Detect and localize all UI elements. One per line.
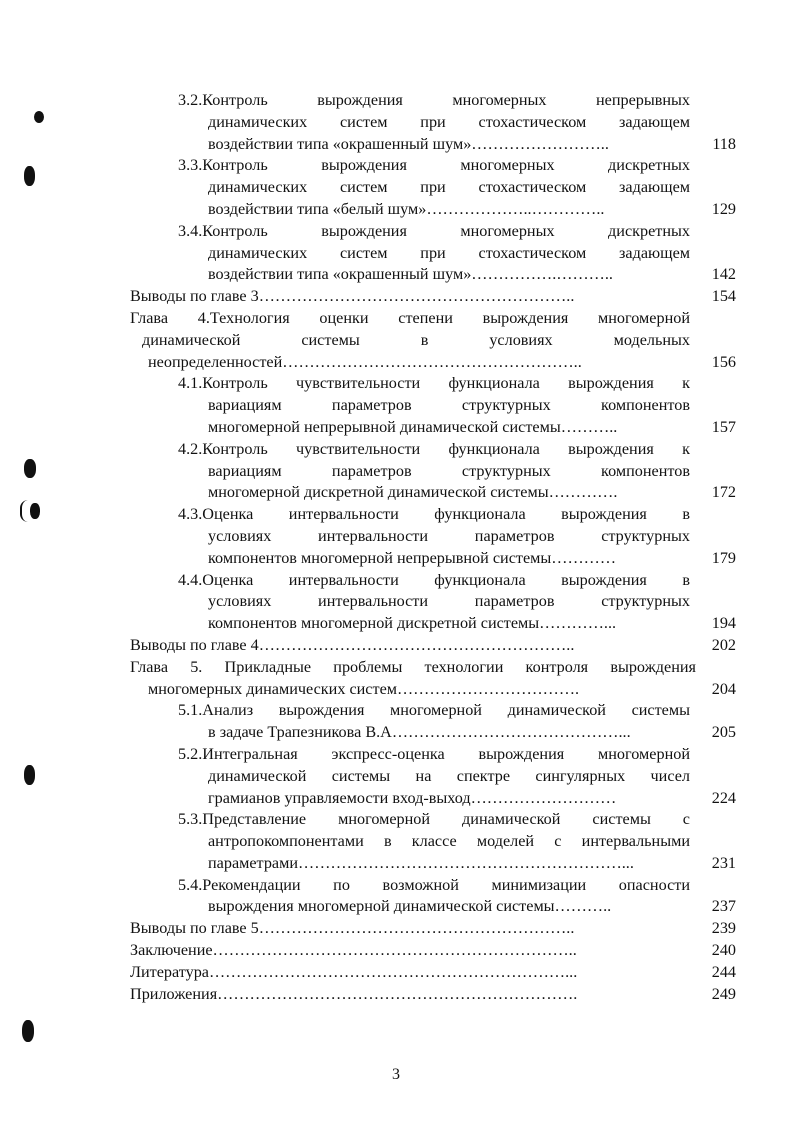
table-of-contents [130, 90, 740, 1005]
toc-page-number: 231 [711, 853, 736, 872]
toc-line: компонентов многомерной дискретной системы…………... [208, 614, 617, 633]
binder-hole-mark [24, 459, 36, 478]
toc-entry-conclusions-3[interactable] [130, 286, 740, 308]
toc-line: 4.3.Оценка интервальности функционала вырождения в [178, 505, 690, 524]
toc-page-number: 237 [711, 897, 736, 916]
toc-entry-4-2[interactable] [130, 439, 740, 504]
toc-line: динамической системы в условиях модельных [142, 330, 690, 349]
toc-line: динамических систем при стохастическом задающем [208, 178, 690, 197]
toc-line: 5.1.Анализ вырождения многомерной динамической системы [178, 701, 690, 720]
toc-line: антропокомпонентами в классе моделей с интервальными [208, 832, 690, 851]
binder-hole-mark [30, 503, 40, 519]
toc-entry-4-3[interactable] [130, 504, 740, 569]
binder-bracket-mark [20, 500, 28, 522]
toc-line: Выводы по главе 3………………………………………………….. [130, 287, 575, 306]
toc-page-number: 172 [711, 483, 736, 502]
binder-hole-mark [22, 1020, 34, 1042]
binder-hole-mark [24, 765, 35, 785]
toc-line: вырождения многомерной динамической системы……….. [208, 897, 612, 916]
toc-entry-conclusion[interactable] [130, 940, 740, 962]
toc-page-number: 249 [711, 984, 736, 1003]
toc-page-number: 240 [711, 941, 736, 960]
toc-line: параметрами……………………………………………………... [208, 853, 634, 872]
toc-line: Глава 4.Технология оценки степени вырождения многомерной [130, 308, 690, 327]
toc-entry-conclusions-4[interactable] [130, 635, 740, 657]
toc-page-number: 156 [711, 352, 736, 371]
toc-line: многомерной дискретной динамической системы…………. [208, 483, 618, 502]
toc-line: 3.3.Контроль вырождения многомерных дискретных [178, 156, 690, 175]
toc-page-number: 142 [711, 265, 736, 284]
toc-line: вариациям параметров структурных компонентов [208, 396, 690, 415]
toc-line: 4.2.Контроль чувствительности функционала вырождения к [178, 439, 690, 458]
toc-entry-chapter-4[interactable] [130, 308, 740, 373]
toc-page-number: 157 [711, 417, 736, 436]
toc-entry-4-4[interactable] [130, 570, 740, 635]
toc-page-number: 224 [711, 788, 736, 807]
toc-line: воздействии типа «белый шум»………………..………….. [208, 199, 605, 218]
toc-line: Выводы по главе 4………………………………………………….. [130, 635, 575, 654]
toc-line: 4.1.Контроль чувствительности функционала вырождения к [178, 374, 690, 393]
toc-entry-conclusions-5[interactable] [130, 918, 740, 940]
toc-page-number: 202 [711, 635, 736, 654]
binder-hole-mark [34, 111, 44, 123]
toc-line: динамических систем при стохастическом задающем [208, 243, 690, 262]
toc-entry-5-2[interactable] [130, 744, 740, 809]
toc-entry-3-2[interactable] [130, 90, 740, 155]
toc-line: неопределенностей……………………………………………….. [148, 352, 582, 371]
toc-page-number: 244 [711, 962, 736, 981]
toc-line: компонентов многомерной непрерывной системы………… [208, 548, 617, 567]
toc-page-number: 205 [711, 723, 736, 742]
toc-line: многомерных динамических систем……………………………. [148, 679, 580, 698]
toc-page-number: 239 [711, 919, 736, 938]
toc-line: 5.2.Интегральная экспресс-оценка вырождения многомерной [178, 744, 690, 763]
toc-entry-4-1[interactable] [130, 373, 740, 438]
binder-hole-mark [24, 166, 35, 186]
toc-line: 4.4.Оценка интервальности функционала вырождения в [178, 570, 690, 589]
toc-entry-3-3[interactable] [130, 155, 740, 220]
toc-line: воздействии типа «окрашенный шум»…………….……….. [208, 265, 613, 284]
toc-page-number: 154 [711, 287, 736, 306]
toc-line: 3.2.Контроль вырождения многомерных непрерывных [178, 91, 690, 109]
toc-line: вариациям параметров структурных компонентов [208, 461, 690, 480]
toc-line: динамической системы на спектре сингулярных чисел [208, 766, 690, 785]
toc-page-number: 179 [711, 548, 736, 567]
toc-entry-chapter-5[interactable] [130, 657, 740, 701]
toc-line: грамианов управляемости вход-выход……………………… [208, 788, 617, 807]
toc-page-number: 118 [712, 134, 736, 153]
toc-line: в задаче Трапезникова В.А……………………………………... [208, 723, 631, 742]
toc-entry-5-4[interactable] [130, 875, 740, 919]
toc-entry-literature[interactable] [130, 962, 740, 984]
toc-line: динамических систем при стохастическом задающем [208, 112, 690, 131]
toc-line: Заключение………………………………………………………….. [130, 941, 577, 960]
toc-page-number: 204 [711, 679, 736, 698]
page-number: 3 [392, 1066, 400, 1083]
toc-page-number: 194 [711, 614, 736, 633]
toc-line: Литература…………………………………………………………... [130, 962, 578, 981]
toc-line: Глава 5. Прикладные проблемы технологии контроля вырождения [130, 657, 696, 676]
toc-line: условиях интервальности параметров структурных [208, 526, 690, 545]
toc-entry-appendices[interactable] [130, 984, 740, 1006]
toc-line: многомерной непрерывной динамической системы……….. [208, 417, 618, 436]
toc-line: воздействии типа «окрашенный шум»…………………….. [208, 134, 609, 153]
toc-line: Приложения…………………………………………………………. [130, 984, 578, 1003]
toc-line: 5.4.Рекомендации по возможной минимизации опасности [178, 875, 690, 894]
toc-page-number: 129 [711, 199, 736, 218]
toc-entry-5-3[interactable] [130, 809, 740, 874]
toc-entry-3-4[interactable] [130, 221, 740, 286]
toc-line: 5.3.Представление многомерной динамической системы с [178, 810, 690, 829]
toc-line: Выводы по главе 5………………………………………………….. [130, 919, 575, 938]
toc-entry-5-1[interactable] [130, 700, 740, 744]
toc-line: условиях интервальности параметров структурных [208, 592, 690, 611]
toc-line: 3.4.Контроль вырождения многомерных дискретных [178, 221, 690, 240]
